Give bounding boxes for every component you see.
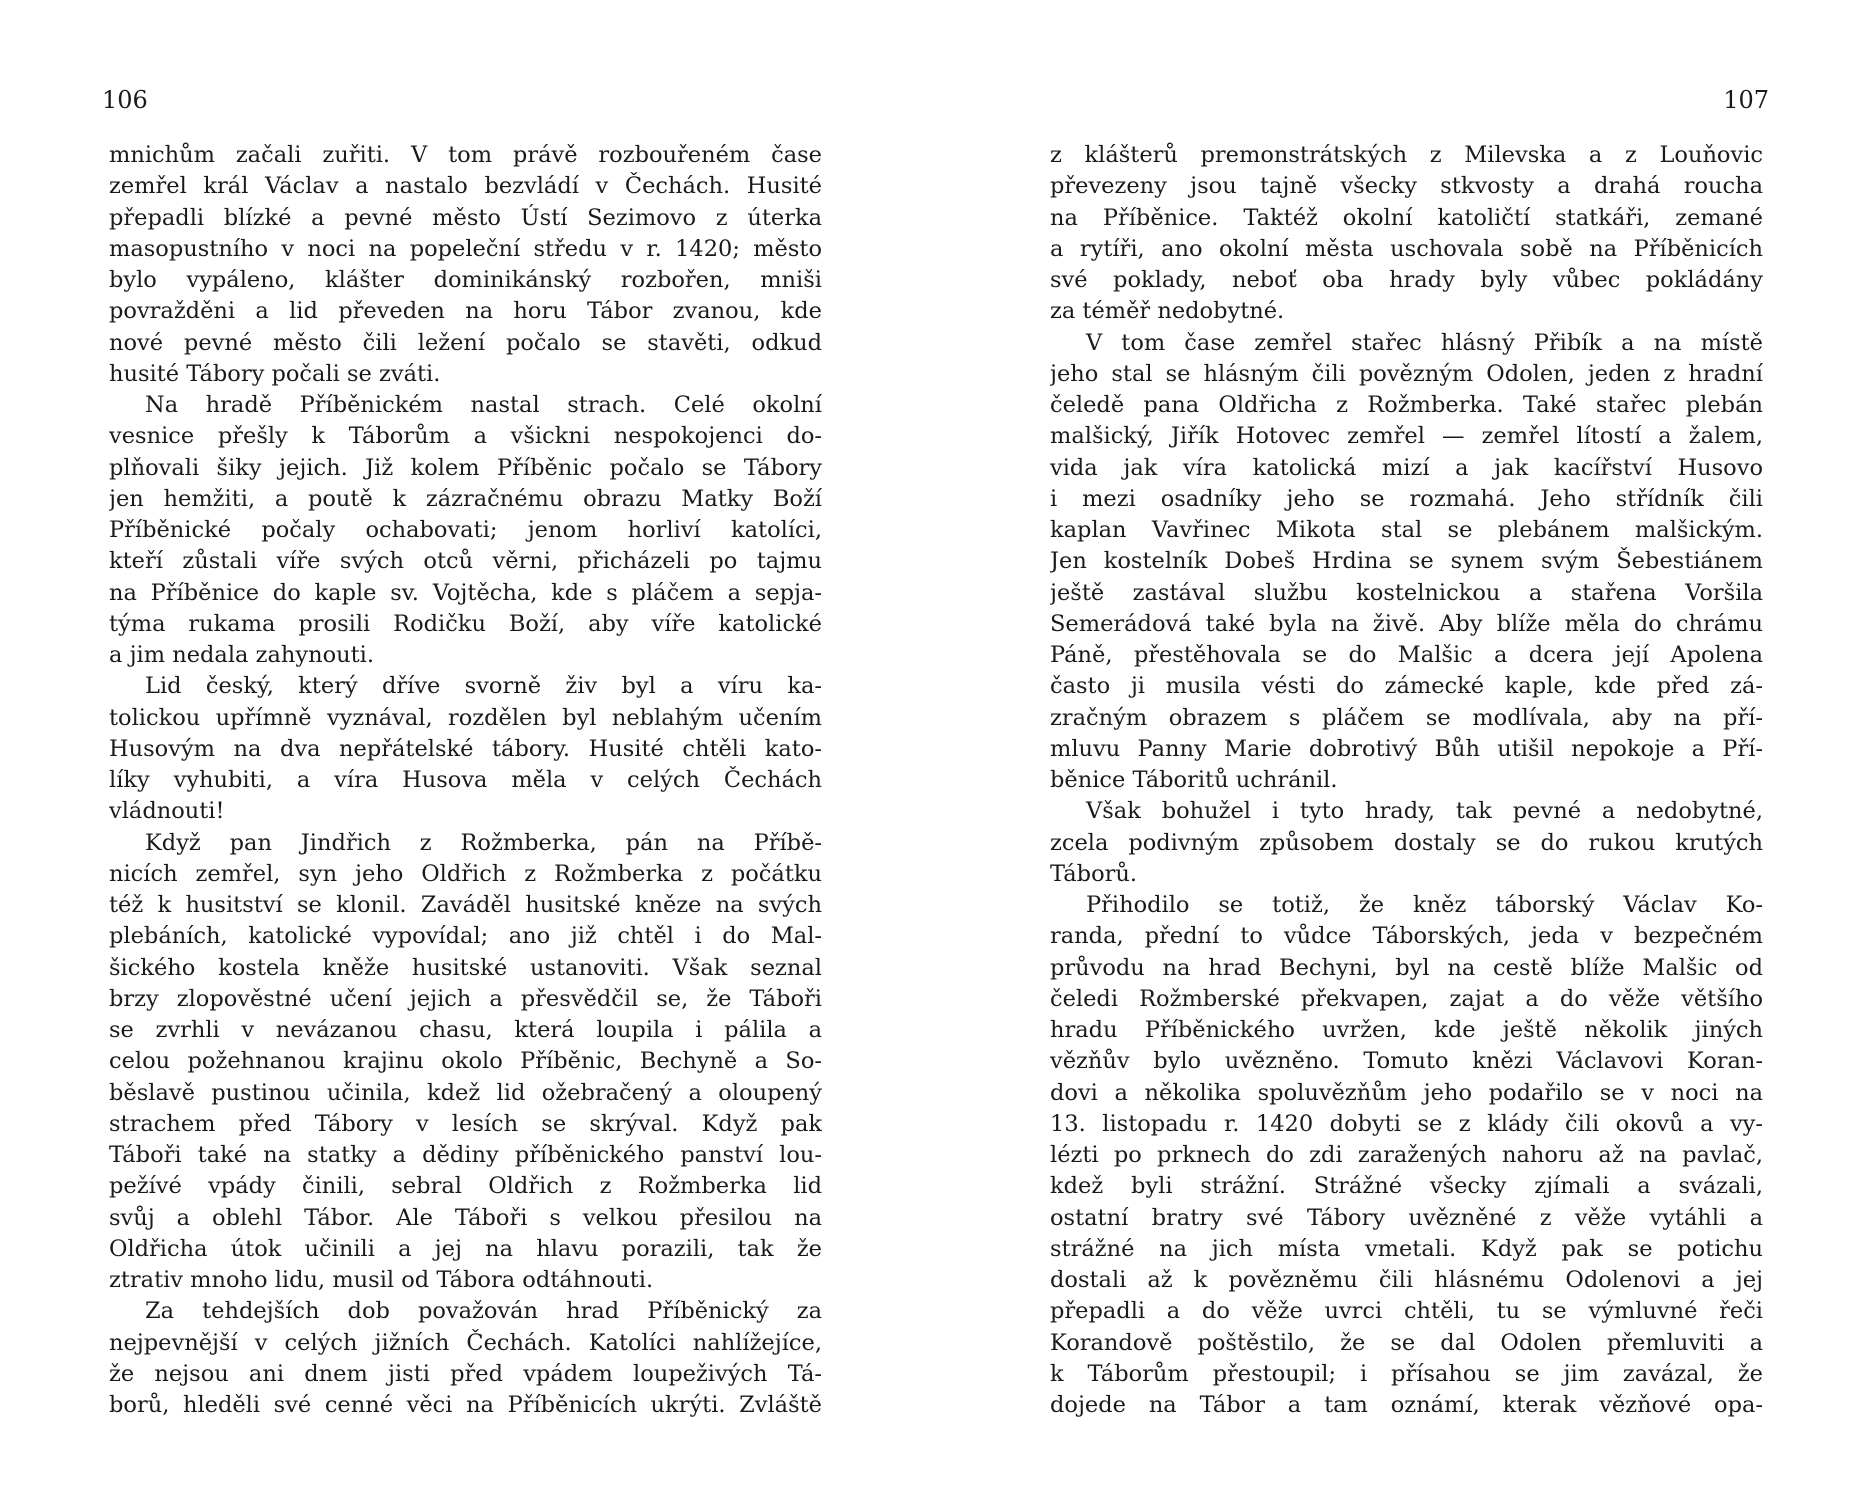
text-line: vesnice přešly k Táborům a všickni nespokojenci do- <box>109 423 822 450</box>
text-line: Oldřicha útok učinili a jej na hlavu porazili, tak že <box>109 1235 822 1262</box>
text-line: lézti po prknech do zdi zaražených nahoru až na pavlač, <box>1050 1142 1763 1168</box>
text-line: ještě zastával službu kostelnickou a stařena Voršila <box>1050 579 1763 606</box>
text-line: týma rukama prosili Rodičku Boží, aby víře katolické <box>109 610 822 637</box>
text-line: Příběnické počaly ochabovati; jenom horliví katolíci, <box>109 517 822 543</box>
text-line: tolickou upřímně vyznával, rozdělen byl neblahým učením <box>109 704 822 731</box>
text-line: Jen kostelník Dobeš Hrdina se synem svým Šebestiánem <box>1050 548 1763 575</box>
text-line: že nejsou ani dnem jisti před vpádem loupeživých Tá- <box>109 1360 822 1387</box>
page-number-left: 106 <box>102 86 148 114</box>
text-line: jeho stal se hlásným čili povězným Odolen, jeden z hradní <box>1050 360 1763 387</box>
text-line: masopustního v noci na popeleční středu v r. 1420; město <box>109 235 822 262</box>
text-line: mluvu Panny Marie dobrotivý Bůh utišil nepokoje a Pří- <box>1050 735 1763 762</box>
text-line: povražděni a lid převeden na horu Tábor zvanou, kde <box>109 298 822 325</box>
right-page-text <box>1050 140 1763 1421</box>
text-line: strachem před Tábory v lesích se skrýval. Když pak <box>109 1110 822 1137</box>
text-line: kdež byli strážní. Strážné všecky zjímali a svázali, <box>1050 1173 1763 1200</box>
text-line: průvodu na hrad Bechyni, byl na cestě blíže Malšic od <box>1050 954 1763 981</box>
text-line: ostatní bratry své Tábory uvězněné z věže vytáhli a <box>1050 1204 1763 1231</box>
text-line: a rytíři, ano okolní města uschovala sobě na Příběnicích <box>1050 235 1763 262</box>
text-line: čeledi Rožmberské překvapen, zajat a do věže většího <box>1050 985 1763 1012</box>
text-line: 13. listopadu r. 1420 dobyti se z klády čili okovů a vy- <box>1050 1110 1763 1137</box>
text-line: Za tehdejších dob považován hrad Příběnický za <box>145 1298 822 1325</box>
text-line: z klášterů premonstrátských z Milevska a z Louňovic <box>1050 142 1763 168</box>
text-line: čeledě pana Oldřicha z Rožmberka. Také stařec plebán <box>1050 392 1763 418</box>
text-line: Korandově poštěstilo, že se dal Odolen přemluviti a <box>1050 1329 1763 1356</box>
text-line: Na hradě Příběnickém nastal strach. Celé okolní <box>145 392 822 418</box>
text-line: za téměř nedobytné. <box>1050 298 1285 325</box>
text-line: hradu Příběnického uvržen, kde ještě několik jiných <box>1050 1017 1763 1043</box>
text-line: pežívé vpády činili, sebral Oldřich z Rožmberka lid <box>109 1173 822 1200</box>
text-line: Však bohužel i tyto hrady, tak pevné a nedobytné, <box>1086 798 1763 825</box>
right-page <box>933 0 1866 1501</box>
text-line: Husovým na dva nepřátelské tábory. Husité chtěli kato- <box>109 735 822 762</box>
text-line: k Táborům přestoupil; i přísahou se jim zavázal, že <box>1050 1360 1763 1387</box>
text-line: dojede na Tábor a tam oznámí, kterak vězňové opa- <box>1050 1392 1763 1418</box>
text-line: brzy zlopověstné učení jejich a přesvědčil se, že Táboři <box>109 985 822 1012</box>
text-line: běnice Táboritů uchránil. <box>1050 767 1338 793</box>
text-line: strážné na jich místa vmetali. Když pak se potichu <box>1050 1235 1763 1262</box>
text-line: randa, přední to vůdce Táborských, jeda v bezpečném <box>1050 923 1763 950</box>
text-line: Táboři také na statky a dědiny příběnického panství lou- <box>109 1142 822 1168</box>
text-line: svůj a oblehl Tábor. Ale Táboři s velkou přesilou na <box>109 1204 822 1231</box>
text-line: V tom čase zemřel stařec hlásný Přibík a na místě <box>1086 329 1763 356</box>
text-line: i mezi osadníky jeho se rozmahá. Jeho střídník čili <box>1050 485 1763 512</box>
text-line: kteří zůstali víře svých otců věrni, přicházeli po tajmu <box>109 548 822 575</box>
text-line: plňovali šiky jejich. Již kolem Příběnic počalo se Tábory <box>109 454 822 481</box>
text-line: jen hemžiti, a poutě k zázračnému obrazu Matky Boží <box>109 485 822 512</box>
text-line: na Příběnice do kaple sv. Vojtěcha, kde s pláčem a sepja- <box>109 579 822 606</box>
text-line: často ji musila vésti do zámecké kaple, kde před zá- <box>1050 673 1763 700</box>
text-line: Semerádová také byla na živě. Aby blíže měla do chrámu <box>1050 610 1763 637</box>
text-line: též k husitství se klonil. Zaváděl husitské kněze na svých <box>109 892 822 918</box>
text-line: zemřel král Václav a nastalo bezvládí v Čechách. Husité <box>109 173 822 200</box>
text-line: převezeny jsou tajně všecky stkvosty a drahá roucha <box>1050 173 1763 200</box>
text-line: své poklady, neboť oba hrady byly vůbec pokládány <box>1050 267 1763 293</box>
text-line: malšický, Jiřík Hotovec zemřel — zemřel lítostí a žalem, <box>1050 423 1763 450</box>
text-line: nové pevné město čili ležení počalo se stavěti, odkud <box>109 329 822 356</box>
text-line: vězňův bylo uvězněno. Tomuto knězi Václavovi Koran- <box>1050 1048 1763 1075</box>
text-line: na Příběnice. Taktéž okolní katoličtí statkáři, zemané <box>1050 204 1763 231</box>
text-line: ztrativ mnoho lidu, musil od Tábora odtáhnouti. <box>109 1267 654 1293</box>
text-line: mnichům začali zuřiti. V tom právě rozbouřeném čase <box>109 142 822 168</box>
text-line: Táborů. <box>1050 860 1138 887</box>
text-line: Lid český, který dříve svorně živ byl a víru ka- <box>145 673 822 700</box>
text-line: běslavě pustinou učinila, kdež lid ožebračený a oloupený <box>109 1079 822 1106</box>
text-line: dostali až k povězněmu čili hlásnému Odolenovi a jej <box>1050 1267 1763 1293</box>
text-line: nejpevnější v celých jižních Čechách. Katolíci nahlížejíce, <box>109 1329 822 1356</box>
text-line: husité Tábory počali se zváti. <box>109 360 441 387</box>
left-page-text <box>109 140 822 1421</box>
text-line: líky vyhubiti, a víra Husova měla v celých Čechách <box>109 767 822 793</box>
text-line: borů, hleděli své cenné věci na Příběnicích ukrýti. Zvláště <box>109 1392 822 1418</box>
text-line: zračným obrazem s pláčem se modlívala, aby na pří- <box>1050 704 1763 731</box>
text-line: vida jak víra katolická mizí a jak kacířství Husovo <box>1050 454 1763 481</box>
text-line: nicích zemřel, syn jeho Oldřich z Rožmberka z počátku <box>109 860 822 887</box>
text-line: plebáních, katolické vypovídal; ano již chtěl i do Mal- <box>109 923 822 950</box>
text-line: přepadli a do věže uvrci chtěli, tu se výmluvné řeči <box>1050 1298 1763 1325</box>
text-line: a jim nedala zahynouti. <box>109 642 375 668</box>
text-line: vládnouti! <box>109 798 225 825</box>
text-line: kaplan Vavřinec Mikota stal se plebánem malšickým. <box>1050 517 1763 543</box>
text-line: zcela podivným způsobem dostaly se do rukou krutých <box>1050 829 1763 856</box>
text-line: bylo vypáleno, klášter dominikánský rozbořen, mniši <box>109 267 822 293</box>
text-line: šického kostela kněže husitské ustanoviti. Však seznal <box>109 954 822 981</box>
text-line: dovi a několika spoluvězňům jeho podařilo se v noci na <box>1050 1079 1763 1106</box>
page-number-right: 107 <box>1723 86 1769 114</box>
text-line: Když pan Jindřich z Rožmberka, pán na Příbě- <box>145 829 822 856</box>
text-line: Páně, přestěhovala se do Malšic a dcera její Apolena <box>1050 642 1763 668</box>
text-line: přepadli blízké a pevné město Ústí Sezimovo z úterka <box>109 204 822 231</box>
text-line: se zvrhli v nevázanou chasu, která loupila i pálila a <box>109 1017 822 1043</box>
text-line: Přihodilo se totiž, že kněz táborský Václav Ko- <box>1086 892 1763 918</box>
text-line: celou požehnanou krajinu okolo Příběnic, Bechyně a So- <box>109 1048 822 1075</box>
